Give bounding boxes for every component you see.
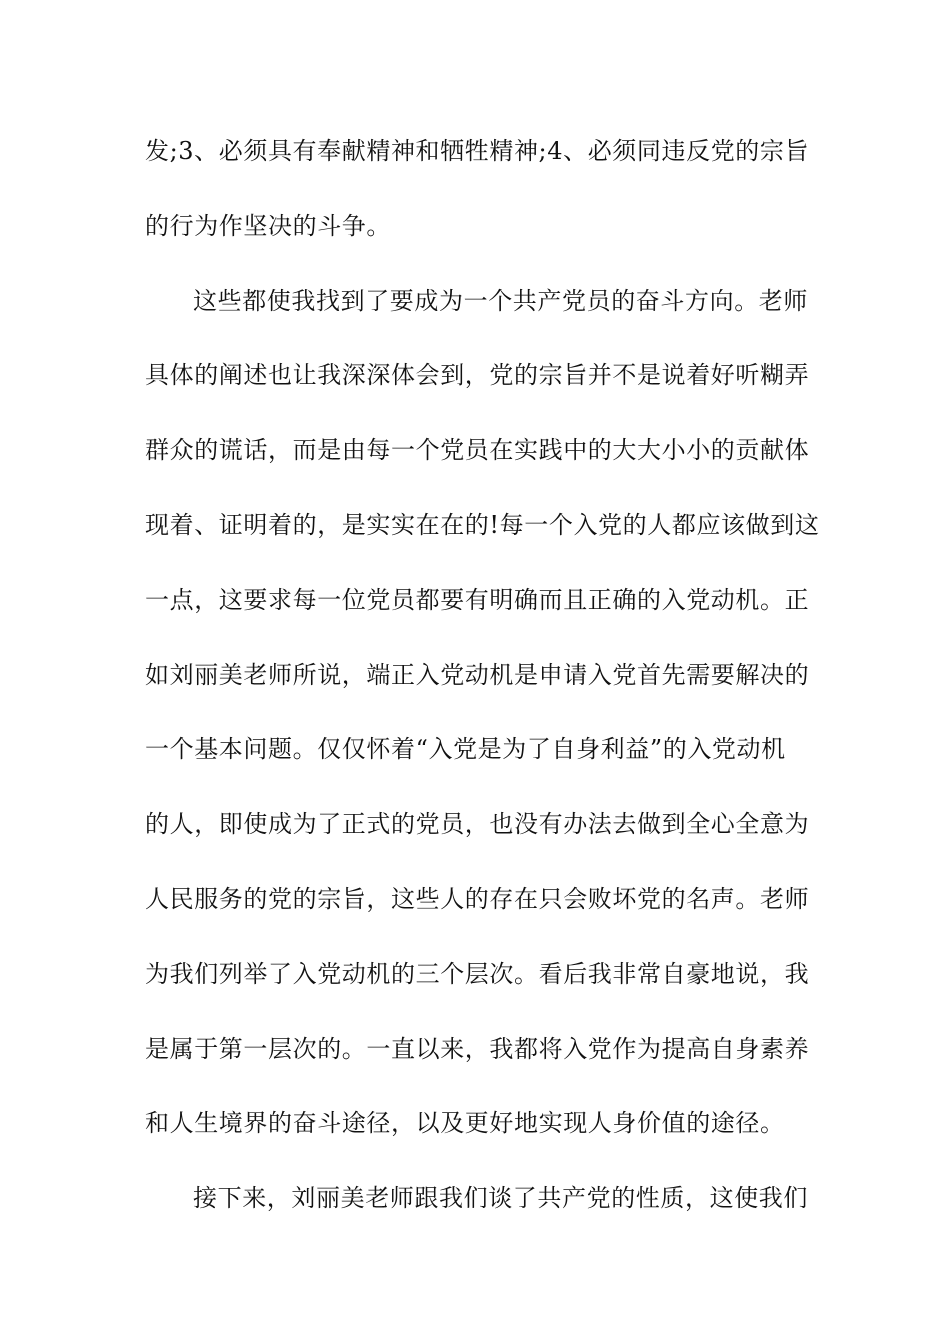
text-line: 具体的阐述也让我深深体会到，党的宗旨并不是说着好听糊弄 <box>145 361 810 390</box>
paragraph-start-line: 这些都使我找到了要成为一个共产党员的奋斗方向。老师 <box>193 286 808 315</box>
text-line: 是属于第一层次的。一直以来，我都将入党作为提高自身素养 <box>145 1034 810 1063</box>
paragraph-start-line: 接下来，刘丽美老师跟我们谈了共产党的性质，这使我们 <box>193 1184 808 1213</box>
text-line: 和人生境界的奋斗途径，以及更好地实现人身价值的途径。 <box>145 1109 785 1138</box>
text-line: 人民服务的党的宗旨，这些人的存在只会败坏党的名声。老师 <box>145 884 810 913</box>
text-line: 群众的谎话，而是由每一个党员在实践中的大大小小的贡献体 <box>145 436 810 465</box>
text-line: 如刘丽美老师所说，端正入党动机是申请入党首先需要解决的 <box>145 660 810 689</box>
text-line: 一个基本问题。仅仅怀着“入党是为了自身利益”的入党动机 <box>145 735 786 764</box>
text-line: 的行为作坚决的斗争。 <box>145 211 391 240</box>
text-line: 为我们列举了入党动机的三个层次。看后我非常自豪地说，我 <box>145 959 810 988</box>
body-text <box>145 126 820 1248</box>
text-line: 的人，即使成为了正式的党员，也没有办法去做到全心全意为 <box>145 810 810 839</box>
text-line: 一点，这要求每一位党员都要有明确而且正确的入党动机。正 <box>145 585 810 614</box>
text-line: 发;3、必须具有奉献精神和牺牲精神;4、必须同违反党的宗旨 <box>145 137 810 165</box>
text-line: 现着、证明着的，是实实在在的!每一个入党的人都应该做到这 <box>145 510 820 539</box>
